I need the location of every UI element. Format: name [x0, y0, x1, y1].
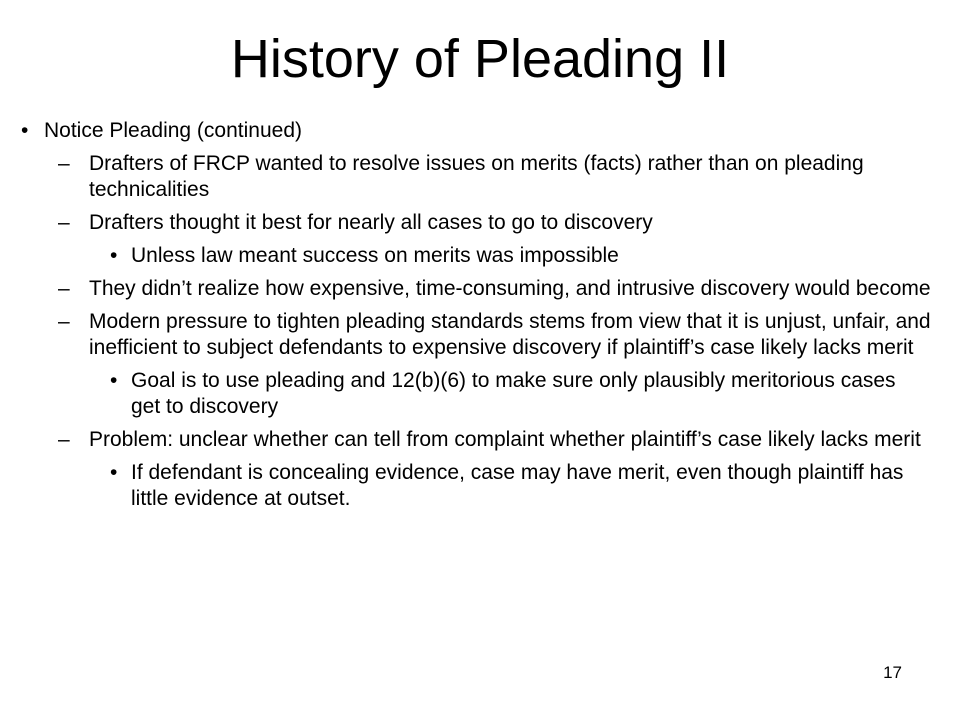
- sub-bullet-problem: [58, 427, 949, 453]
- bullet-notice-pleading: [21, 118, 960, 144]
- bullet-text: Notice Pleading (continued): [44, 119, 302, 142]
- bullet-text: Drafters of FRCP wanted to resolve issues on merits (facts) rather than on pleading technicalities: [89, 152, 864, 201]
- bullet-text: If defendant is concealing evidence, case may have merit, even though plaintiff has little evidence at outset.: [131, 461, 904, 510]
- sub-sub-bullet-unless-law: [110, 243, 921, 269]
- sub-bullet-drafters-merits: [58, 151, 949, 203]
- sub-sub-bullet-goal: [110, 368, 921, 420]
- dash-marker: –: [58, 310, 70, 333]
- sub-bullet-expensive-discovery: [58, 276, 949, 302]
- bullet-text: Modern pressure to tighten pleading standards stems from view that it is unjust, unfair, and inefficient to subject defendants to expensive discovery if plaintiff’s case likely lacks merit: [89, 310, 931, 359]
- bullet-text: Goal is to use pleading and 12(b)(6) to make sure only plausibly meritorious cases get to discovery: [131, 369, 896, 418]
- sub-sub-bullet-concealing-evidence: [110, 460, 921, 512]
- bullet-marker: •: [110, 244, 118, 267]
- dash-marker: –: [58, 211, 70, 234]
- slide-content: [0, 118, 960, 519]
- bullet-marker: •: [110, 461, 118, 484]
- bullet-text: Drafters thought it best for nearly all cases to go to discovery: [89, 211, 653, 234]
- slide-title: History of Pleading II: [230, 29, 730, 89]
- page-number: 17: [883, 663, 902, 682]
- bullet-text: They didn’t realize how expensive, time-consuming, and intrusive discovery would become: [89, 277, 931, 300]
- sub-bullet-modern-pressure: [58, 309, 949, 361]
- dash-marker: –: [58, 152, 70, 175]
- dash-marker: –: [58, 277, 70, 300]
- bullet-text: Unless law meant success on merits was impossible: [131, 244, 619, 267]
- bullet-marker: •: [21, 119, 29, 142]
- sub-bullet-drafters-discovery: [58, 210, 949, 236]
- bullet-text: Problem: unclear whether can tell from complaint whether plaintiff’s case likely lacks merit: [89, 428, 921, 451]
- bullet-marker: •: [110, 369, 118, 392]
- dash-marker: –: [58, 428, 70, 451]
